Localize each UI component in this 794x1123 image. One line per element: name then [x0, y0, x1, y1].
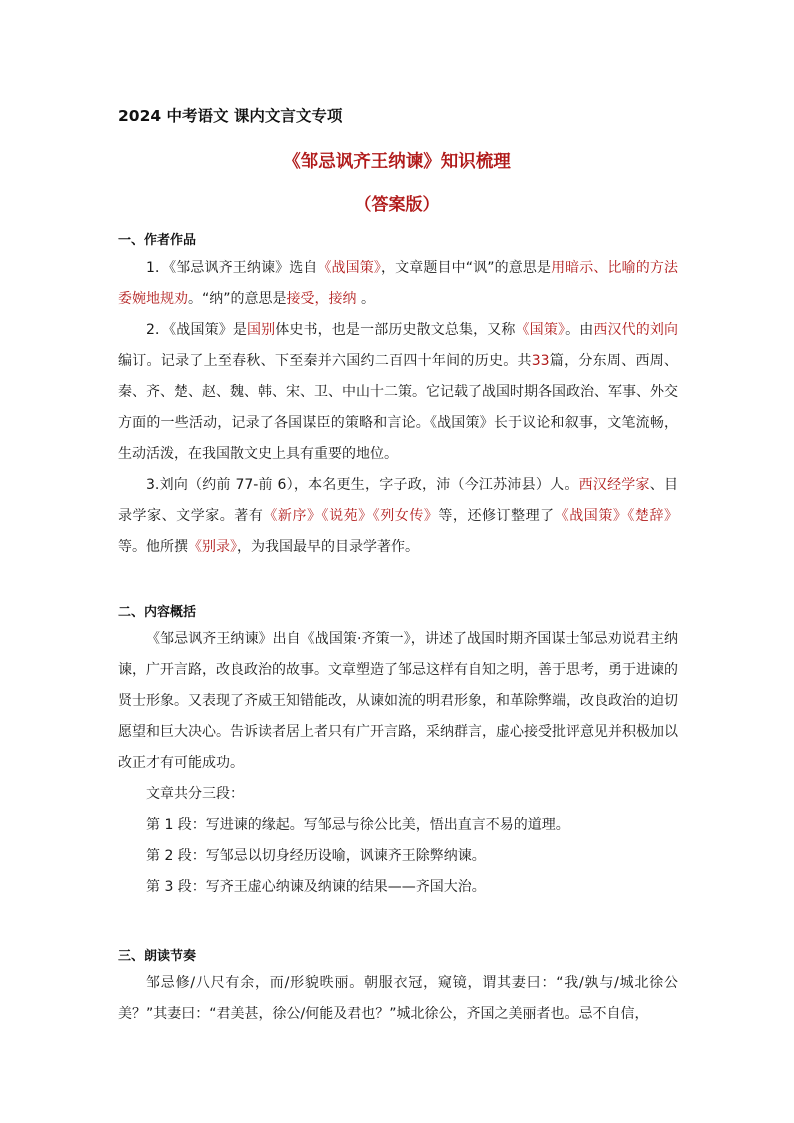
section3-paragraph-1: 邹忌修/八尺有余，而/形貌昳丽。朝服衣冠，窥镜，谓其妻曰：“我/孰与/城北徐公美？”其妻曰：“君美甚，徐公/何能及君也？”城北徐公，齐国之美丽者也。忌不自信， — [118, 975, 678, 1022]
body-text: 编订。记录了上至春秋、下至秦并六国约二百四十年间的历史。共 — [118, 353, 532, 369]
document-header: 2024 中考语文 课内文言文专项 — [118, 107, 343, 125]
body-text: 3.刘向（约前 77-前 6），本名更生，字子政，沛（今江苏沛县）人。 — [146, 477, 579, 493]
body-text: 篇，分东周、西周、秦、齐、楚、赵、魏、韩、宋、卫、中山十二策。它记载了战国时期各国政治、军事、外交方面的一些活动，记录了各国谋臣的策略和言论。《战国策》长于议论和叙事，文笔流畅，生动活泼，在我国散文史上具有重要的地位。 — [118, 353, 679, 462]
section1-paragraph-2 — [118, 315, 678, 470]
document-title: 《邹忌讽齐王纳谏》知识梳理 — [283, 152, 511, 172]
body-text: 。 — [356, 291, 375, 307]
answer-text: 西汉代的刘向 — [593, 322, 679, 338]
answer-text: 33 — [531, 353, 550, 369]
section2-paragraph-1: 《邹忌讽齐王纳谏》出自《战国策·齐策一》，讲述了战国时期齐国谋士邹忌劝说君主纳谏，广开言路，改良政治的故事。文章塑造了邹忌这样有自知之明，善于思考，勇于进谏的贤士形象。又表现了齐威王知错能改，从谏如流的明君形象，和革除弊端，改良政治的迫切愿望和巨大决心。告诉读者居上者只有广开言路，采纳群言，虚心接受批评意见并积极加以改正才有可能成功。 — [118, 631, 678, 771]
answer-text: 《别录》 — [188, 539, 237, 555]
section2-line-part3: 第 3 段：写齐王虚心纳谏及纳谏的结果——齐国大治。 — [146, 879, 486, 895]
answer-text: 《新序》《说苑》《列女传》 — [263, 508, 439, 524]
document-subtitle: （答案版） — [354, 195, 440, 215]
body-text: 等，还修订整理了 — [438, 508, 555, 524]
body-text: 1．《邹忌讽齐王纳谏》选自 — [146, 260, 318, 276]
answer-text: 西汉经学家 — [578, 477, 650, 493]
section2-line-part1: 第 1 段：写进谏的缘起。写邹忌与徐公比美，悟出直言不易的道理。 — [146, 817, 570, 833]
section1-paragraph-3 — [118, 470, 678, 563]
body-text: 。“纳”的意思是 — [188, 291, 287, 307]
answer-text: 接受，接纳 — [286, 291, 357, 307]
body-text: 、目录学家、文学家。著有 — [118, 477, 679, 524]
answer-text: 《战国策》《楚辞》 — [554, 508, 679, 524]
body-text: 。由 — [565, 322, 594, 338]
section2-line-part2: 第 2 段：写邹忌以切身经历设喻，讽谏齐王除弊纳谏。 — [146, 848, 486, 864]
body-text: ，为我国最早的目录学著作。 — [237, 539, 419, 555]
body-text: ，文章题目中“讽”的意思是 — [381, 260, 552, 276]
answer-text: 《战国策》 — [317, 260, 382, 276]
answer-text: 国别 — [246, 322, 276, 338]
body-text: 体史书，也是一部历史散文总集，又称 — [275, 322, 516, 338]
body-text: 等。他所撰 — [118, 539, 188, 555]
section1-paragraph-1 — [118, 253, 678, 315]
section-heading-reading-rhythm: 三、朗读节奏 — [118, 949, 197, 964]
answer-text: 《国策》 — [515, 322, 566, 338]
section-heading-author-works: 一、作者作品 — [118, 233, 197, 248]
section2-line-structure: 文章共分三段： — [146, 786, 244, 802]
section-heading-content-summary: 二、内容概括 — [118, 605, 197, 620]
body-text: 2．《战国策》是 — [146, 322, 247, 338]
answer-text: 用暗示、比喻的方法委婉地规劝 — [118, 260, 678, 307]
